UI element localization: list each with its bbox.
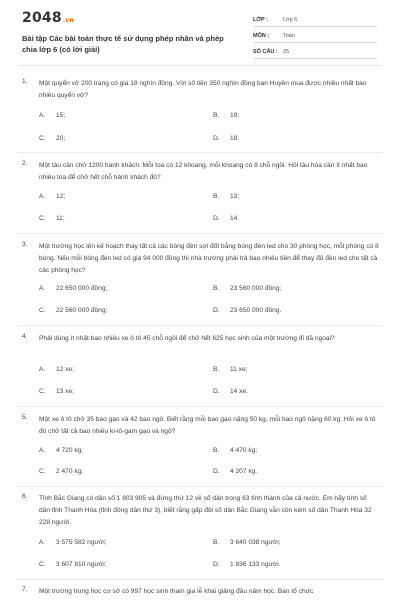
option-letter: D. [213, 215, 220, 222]
worksheet-header [0, 0, 400, 66]
option-letter: B. [213, 366, 220, 373]
option-text: 4 207 kg. [230, 468, 258, 475]
option-letter: D. [213, 135, 220, 142]
option-text: 13; [230, 193, 240, 200]
option-letter: D. [213, 468, 220, 475]
option-text: 12; [56, 193, 66, 200]
logo-brand: 2048 [22, 10, 62, 26]
question-divider [18, 579, 382, 580]
option-letter: A. [39, 193, 46, 200]
option-text: 11 xe; [230, 366, 248, 373]
question-number: 7. [22, 586, 28, 593]
meta-label: MÔN : [253, 33, 270, 39]
option-text: 20; [56, 135, 66, 142]
meta-row-subject [253, 30, 377, 43]
option-letter: A. [39, 112, 46, 119]
question-number: 2. [22, 160, 28, 167]
question-divider [18, 325, 382, 326]
option-letter: D. [213, 307, 220, 314]
option-letter: C. [39, 135, 46, 142]
option-text: 22 650 000 đồng; [56, 285, 108, 292]
option-letter: A. [39, 447, 46, 454]
option-text: 23 650 000 đồng. [230, 307, 282, 314]
site-logo[interactable] [22, 10, 74, 26]
option-letter: A. [39, 366, 46, 373]
option-letter: B. [213, 539, 220, 546]
option-text: 3 640 038 người; [230, 539, 281, 546]
meta-label: LỚP : [253, 17, 268, 23]
option-text: 11; [56, 215, 65, 222]
option-text: 4 720 kg; [56, 447, 84, 454]
question-text: Một tàu cần chở 1200 hành khách. Mỗi toa có 12 khoang, mỗi khoang có 8 chỗ ngồi. Hỏi tàu hỏa cần ít nhất bao nhiêu toa để chở hết chỗ hành khách đó? [39, 162, 368, 181]
option-text: 23 560 000 đồng; [230, 285, 282, 292]
question-divider [18, 233, 382, 234]
question-text: Một trường trung học cơ sở có 997 học sinh tham gia lễ khai giảng đầu năm học. Ban tổ chức [39, 588, 314, 595]
question-text: Một quyển vở 200 trang có giá 18 nghìn đồng. Với số tiền 350 nghìn đồng bạn Huyền mua được nhiều nhất bao nhiêu quyển vở? [39, 80, 367, 99]
option-letter: D. [213, 561, 220, 568]
option-text: 3 575 582 người; [56, 539, 107, 546]
question-number: 1. [22, 78, 28, 85]
worksheet-title: Bài tập Các bài toán thực tế sử dụng phép nhân và phép chia lớp 6 (có lời giải) [22, 34, 224, 54]
option-text: 13 xe; [56, 388, 74, 395]
question-divider [18, 152, 382, 153]
option-text: 12 xe; [56, 366, 74, 373]
option-text: 3 607 810 người; [56, 561, 107, 568]
option-text: 2 470 kg; [56, 468, 84, 475]
option-text: 1 836 133 người. [230, 561, 281, 568]
meta-value: Lớp 6 [283, 17, 298, 23]
meta-row-count [253, 46, 377, 59]
option-letter: D. [213, 388, 220, 395]
option-letter: B. [213, 447, 220, 454]
option-text: 14 xe. [230, 388, 248, 395]
question-divider [18, 406, 382, 407]
option-letter: A. [39, 539, 46, 546]
option-letter: B. [213, 193, 220, 200]
meta-value: 25 [283, 49, 290, 55]
option-text: 19; [230, 112, 240, 119]
option-letter: C. [39, 561, 46, 568]
option-letter: C. [39, 307, 46, 314]
question-text: Một xe ô tô chở 35 bao gạo và 42 bao ngô. Biết rằng mỗi bao gạo nặng 50 kg, mỗi bao ngô nặng 60 kg. Hỏi xe ô tô đó chở tất cả bao nhiêu ki-lô-gam gạo và ngô? [39, 416, 376, 435]
question-text: Một trường học lên kế hoạch thay tất cả các bóng đèn sợi đốt bằng bóng đèn led cho 30 phòng học, mỗi phòng có 8 bóng. Nếu mỗi bóng đèn led có giá 94 000 đồng thì nhà trường phải trả bao nhiêu tiền để thay đủ đèn led cho tất cả các phòng học? [39, 243, 379, 274]
option-text: 14. [230, 215, 240, 222]
option-text: 22 560 000 đồng; [56, 307, 108, 314]
logo-suffix: .vn [62, 17, 74, 24]
question-number: 5. [22, 414, 28, 421]
meta-label: SỐ CÂU : [253, 49, 278, 55]
option-text: 15; [56, 112, 66, 119]
question-text: Tỉnh Bắc Giang có dân số 1 803 905 và đứng thứ 12 về số dân trong 63 tỉnh thành của cả nước. Em hãy tính số dân tỉnh Thanh Hóa (tỉnh đông dân thứ 3), biết rằng gấp đôi số dân Bắc Giang vẫn còn kém số dân Thanh Hóa 32 228 người. [39, 495, 372, 526]
meta-row-grade [253, 14, 377, 27]
option-letter: B. [213, 285, 220, 292]
option-letter: A. [39, 285, 46, 292]
question-divider [18, 486, 382, 487]
option-text: 4 470 kg; [230, 447, 258, 454]
question-number: 3. [22, 241, 28, 248]
question-number: 4. [22, 333, 28, 340]
option-letter: C. [39, 215, 46, 222]
header-divider [18, 65, 382, 66]
question-text: Phải dùng ít nhất bao nhiêu xe ô tô 45 chỗ ngồi để chở hết 625 học sinh của một trường đi dã ngoại? [39, 335, 335, 342]
option-letter: C. [39, 388, 46, 395]
meta-value: Toán [283, 33, 295, 39]
question-number: 6. [22, 493, 28, 500]
option-letter: B. [213, 112, 220, 119]
option-letter: C. [39, 468, 46, 475]
option-text: 18. [230, 135, 240, 142]
